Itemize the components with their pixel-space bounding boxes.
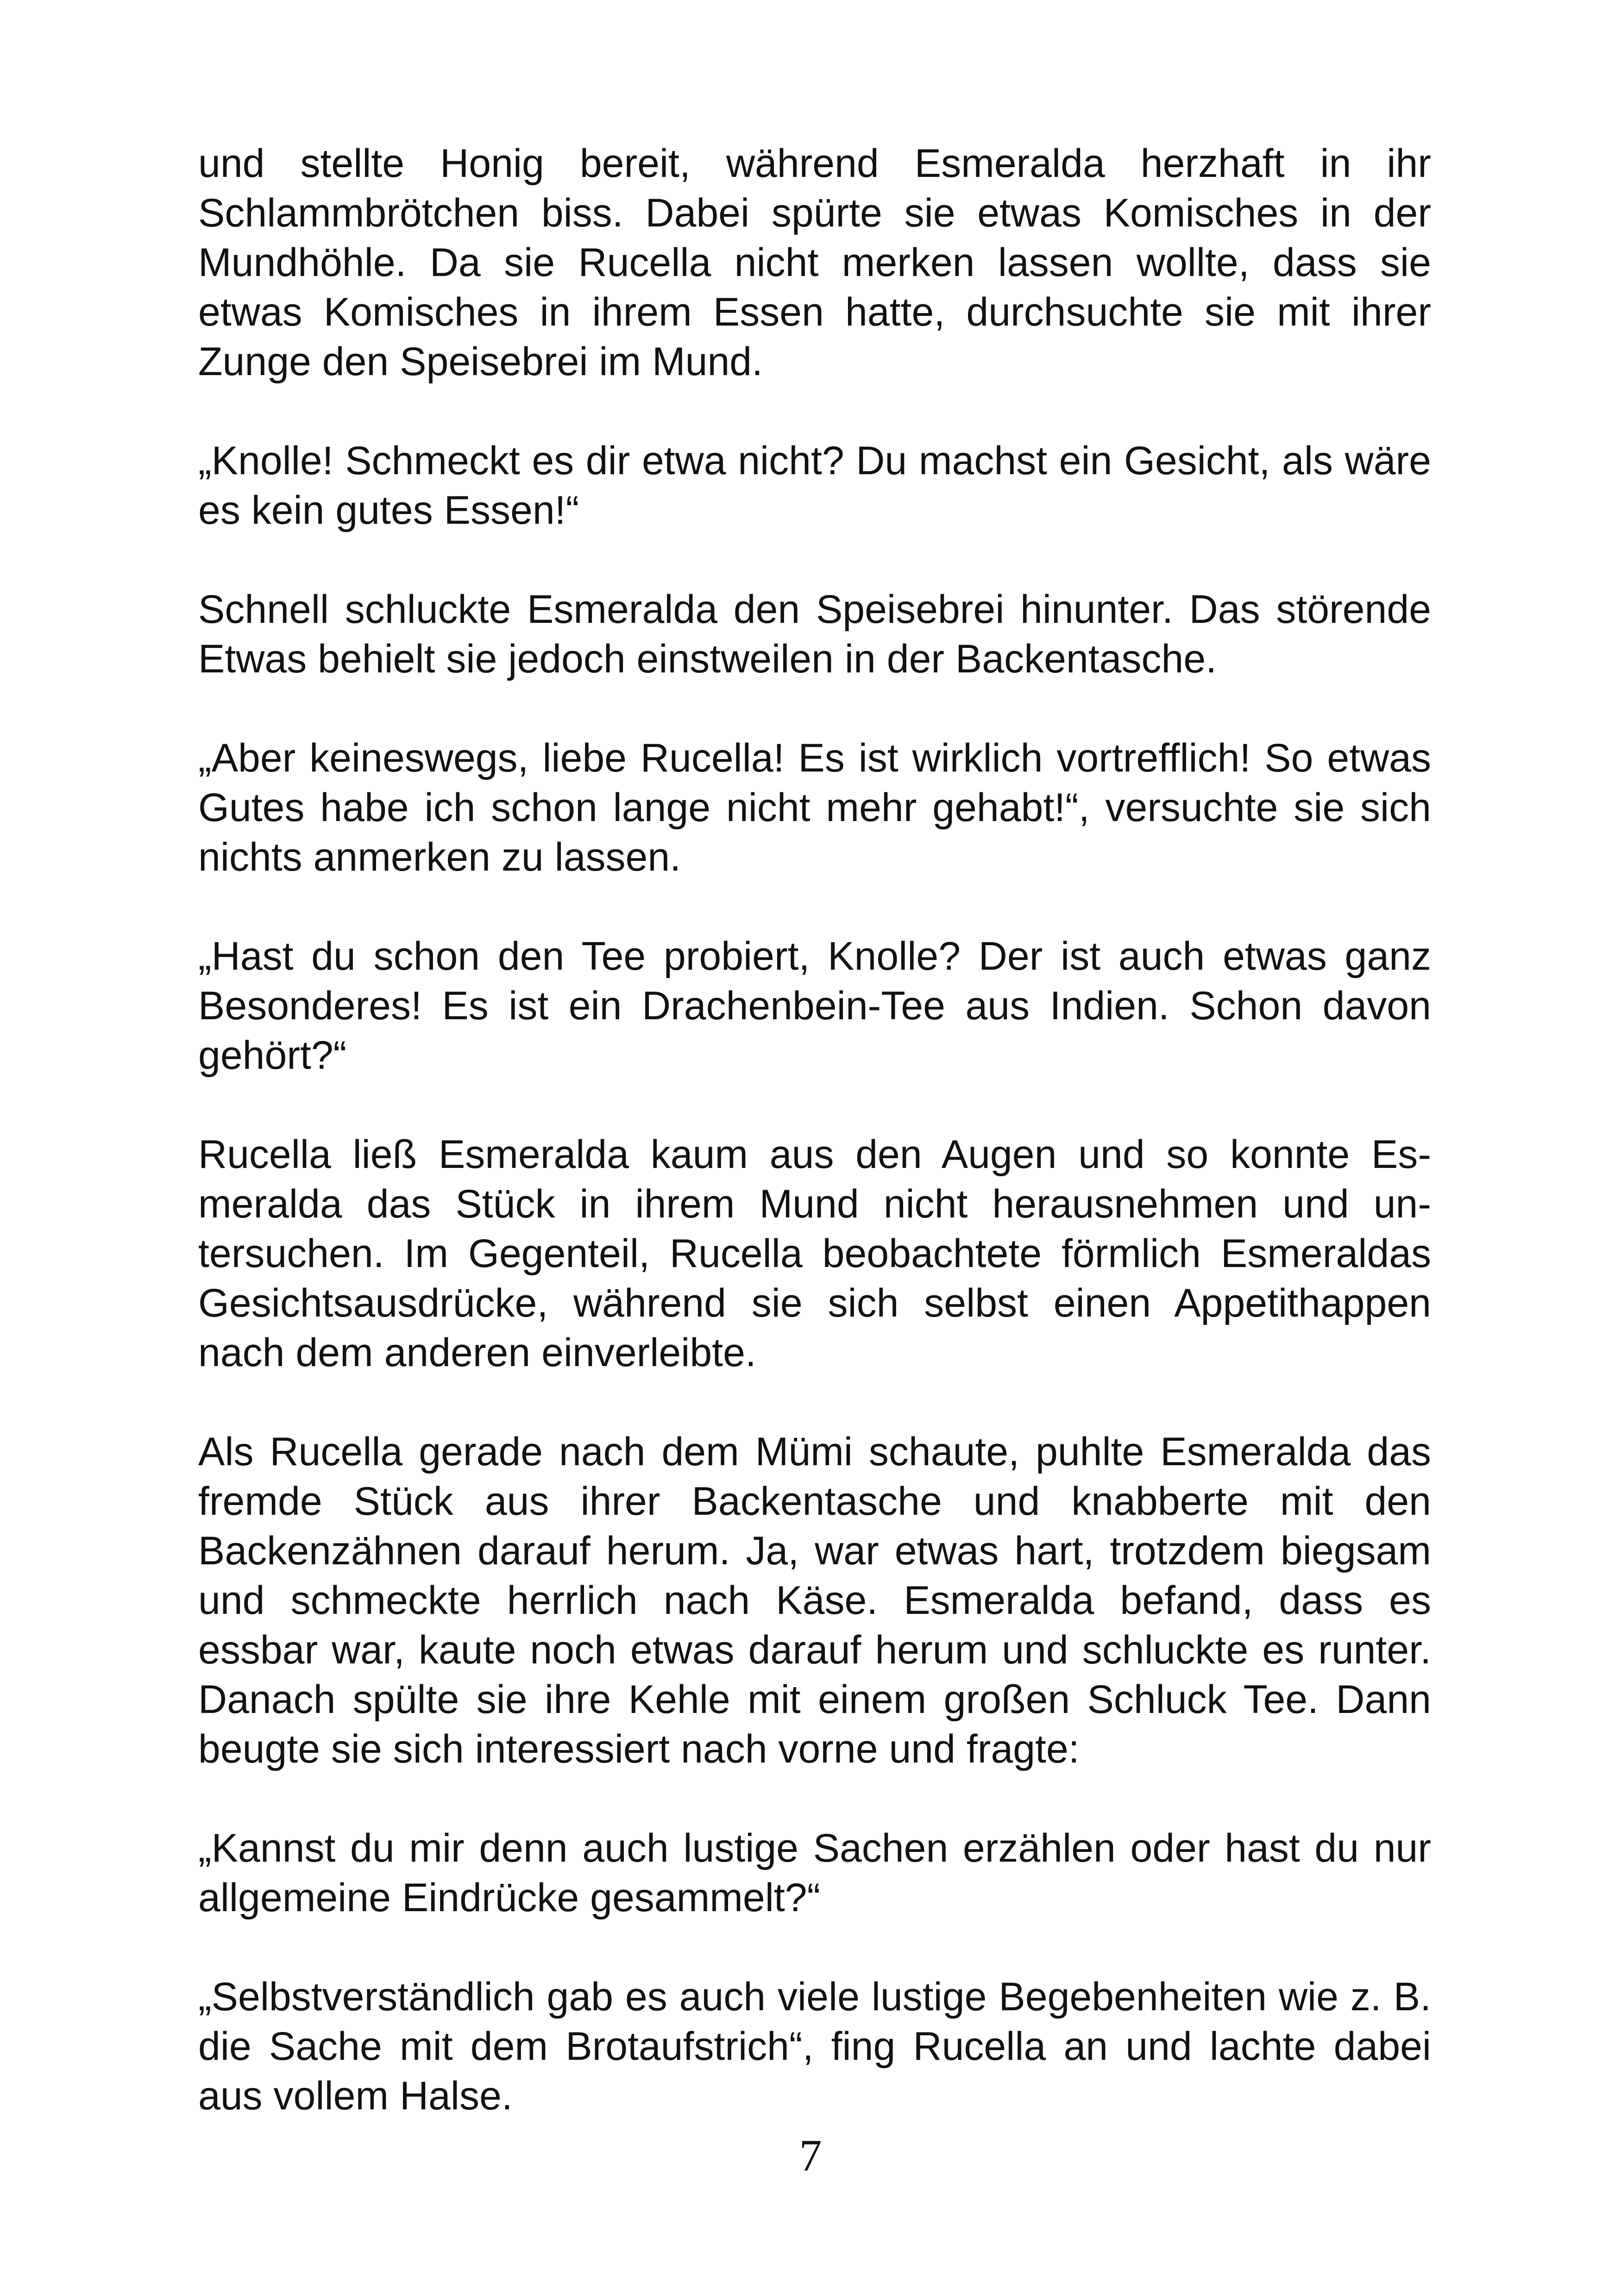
paragraph: „Hast du schon den Tee probiert, Knolle? Der ist auch etwas ganz Besonderes! Es ist ein Drachenbein-Tee aus Indien. Schon davon gehört?“	[198, 934, 1431, 1078]
paragraph: „Selbstverständlich gab es auch viele lustige Begebenheiten wie z. B. die Sache mit dem Brotaufstrich“, fing Rucella an und lachte dabei aus vollem Halse.	[198, 1975, 1431, 2118]
paragraph: „Kannst du mir denn auch lustige Sachen erzählen oder hast du nur allgemeine Eindrücke gesammelt?“	[198, 1826, 1431, 1920]
paragraph: „Knolle! Schmeckt es dir etwa nicht? Du machst ein Gesicht, als wäre es kein gutes Essen!“	[198, 439, 1431, 533]
paragraph: Schnell schluckte Esmeralda den Speisebrei hinunter. Das störende Etwas behielt sie jedoch einstweilen in der Backentasche.	[198, 587, 1431, 681]
page-number: 7	[799, 2131, 822, 2181]
paragraph: Rucella ließ Esmeralda kaum aus den Augen und so konnte Esmeralda das Stück in ihrem Mund nicht herausnehmen und untersuchen. Im Gegenteil, Rucella beobachtete förmlich Esmeraldas Gesichtsausdrücke, während sie sich selbst einen Appetithappen nach dem anderen einverleibte.	[198, 1132, 1431, 1375]
paragraph: und stellte Honig bereit, während Esmeralda herzhaft in ihr Schlammbrötchen biss. Dabei spürte sie etwas Komisches in der Mundhöhle. Da sie Rucella nicht merken lassen wollte, dass sie etwas Komisches in ihrem Essen hatte, durchsuchte sie mit ihrer Zunge den Speisebrei im Mund.	[198, 141, 1431, 384]
paragraph: Als Rucella gerade nach dem Mümi schaute, puhlte Esmeralda das fremde Stück aus ihrer Backentasche und knabberte mit den Backenzähnen darauf herum. Ja, war etwas hart, trotzdem biegsam und schmeckte herrlich nach Käse. Esmeralda befand, dass es essbar war, kaute noch etwas darauf herum und schluckte es runter. Danach spülte sie ihre Kehle mit einem großen Schluck Tee. Dann beugte sie sich interessiert nach vorne und fragte:	[198, 1430, 1431, 1771]
paragraph: „Aber keineswegs, liebe Rucella! Es ist wirklich vortrefflich! So etwas Gutes habe ich schon lange nicht mehr gehabt!“, versuchte sie sich nichts anmerken zu lassen.	[198, 736, 1431, 879]
body-text	[198, 139, 1431, 2171]
